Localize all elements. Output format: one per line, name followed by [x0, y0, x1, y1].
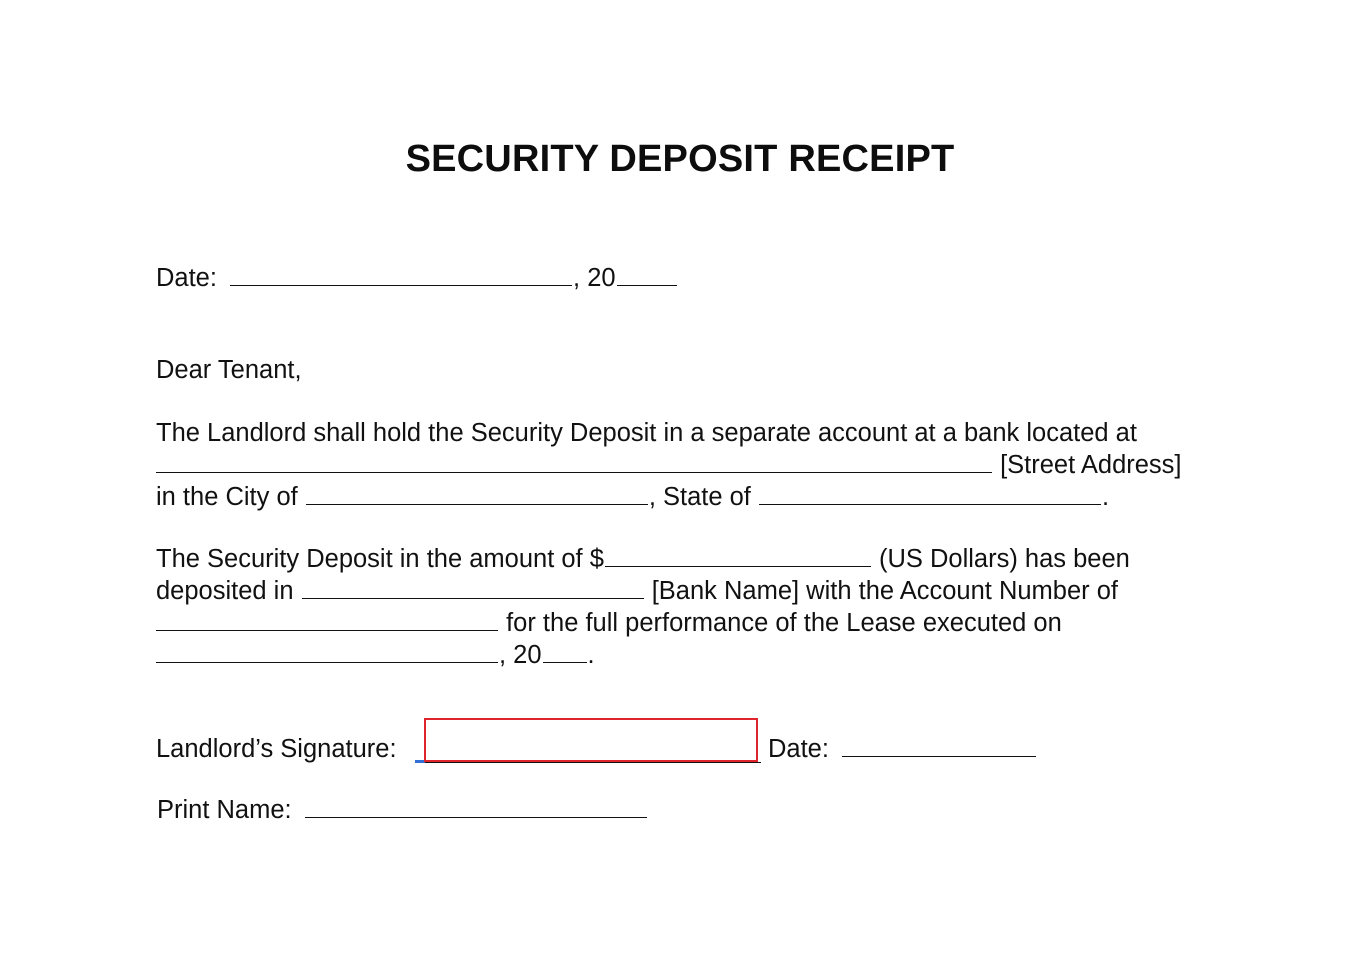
paragraph2-line2 [156, 575, 1118, 607]
lease-year-prefix: , 20 [499, 641, 542, 669]
date-blank[interactable] [230, 263, 572, 286]
print-name-line [157, 794, 648, 826]
lease-date-blank[interactable] [156, 640, 498, 663]
signature-date-blank[interactable] [842, 734, 1036, 757]
greeting: Dear Tenant, [156, 356, 302, 384]
bank-name-label: [Bank Name] with the Account Number of [644, 577, 1119, 605]
paragraph2-line1 [156, 543, 1130, 575]
landlord-signature-field[interactable] [424, 718, 758, 762]
date-label: Date: [156, 264, 217, 292]
date-year-prefix: , 20 [573, 264, 616, 292]
paragraph1-line1: The Landlord shall hold the Security Deposit in a separate account at a bank located at [156, 419, 1137, 447]
print-name-blank[interactable] [305, 795, 647, 818]
signature-underline [417, 762, 761, 763]
signature-label: Landlord’s Signature: [156, 735, 397, 763]
state-blank[interactable] [759, 482, 1101, 505]
print-name-label: Print Name: [157, 796, 292, 824]
paragraph1-street-line [156, 449, 1182, 481]
account-number-blank[interactable] [156, 608, 498, 631]
city-label: in the City of [156, 483, 305, 511]
document-title: SECURITY DEPOSIT RECEIPT [405, 138, 955, 180]
paragraph1-city-line [156, 481, 1109, 513]
city-blank[interactable] [306, 482, 648, 505]
signature-date-label: Date: [768, 735, 829, 763]
state-label: , State of [648, 483, 758, 511]
paragraph1-end-punct: . [1101, 483, 1110, 511]
bank-name-blank[interactable] [302, 576, 644, 599]
paragraph2-line4 [156, 639, 595, 671]
performance-label: for the full performance of the Lease executed on [499, 609, 1062, 637]
lease-year-blank[interactable] [543, 640, 587, 663]
signature-date-line [768, 733, 1037, 765]
date-line [156, 262, 678, 294]
currency-label: (US Dollars) has been [871, 545, 1130, 573]
amount-blank[interactable] [605, 544, 871, 567]
amount-label: The Security Deposit in the amount of $ [156, 545, 604, 573]
street-address-blank[interactable] [156, 450, 992, 473]
street-address-label: [Street Address] [993, 451, 1182, 479]
paragraph2-end-punct: . [587, 641, 595, 669]
paragraph2-line3 [156, 607, 1062, 639]
date-year-blank[interactable] [617, 263, 677, 286]
deposited-label: deposited in [156, 577, 301, 605]
